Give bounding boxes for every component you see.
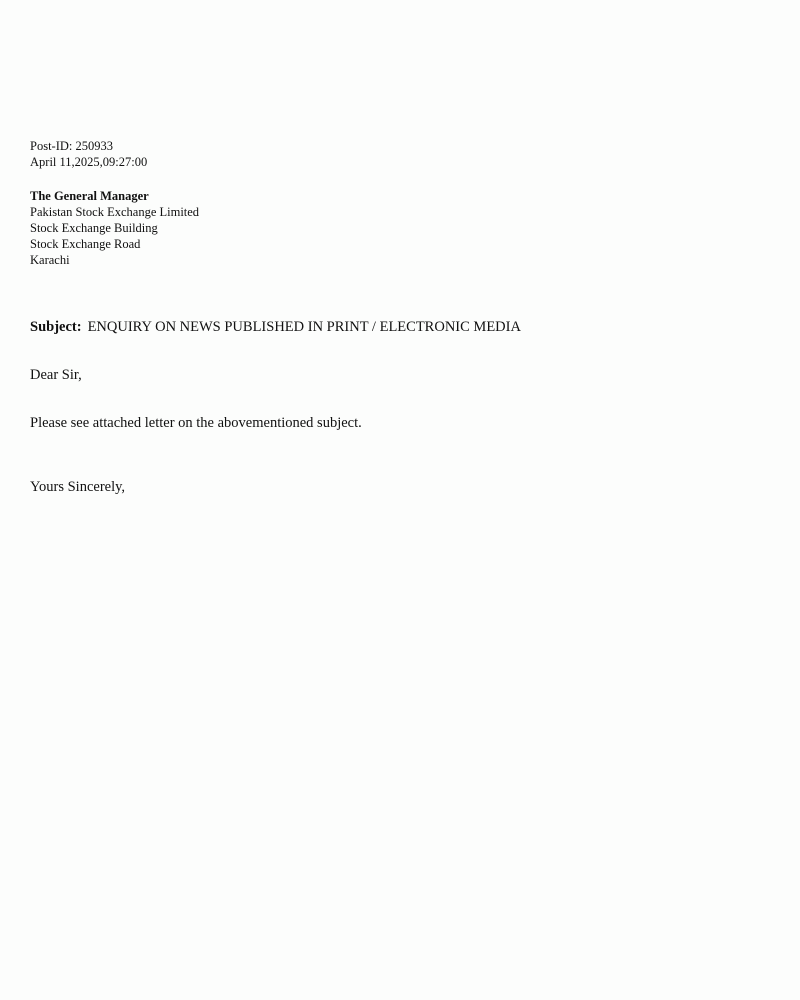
subject-text: ENQUIRY ON NEWS PUBLISHED IN PRINT / ELECTRONIC MEDIA: [87, 319, 521, 335]
subject-label: Subject:: [30, 319, 82, 335]
post-meta: [30, 138, 147, 170]
recipient-title: The General Manager: [30, 189, 149, 203]
address-line-2: Stock Exchange Building: [30, 221, 158, 235]
address-line-3: Stock Exchange Road: [30, 237, 141, 251]
recipient-address: [30, 188, 199, 268]
address-line-4: Karachi: [30, 253, 70, 267]
letter-body: Please see attached letter on the abovementioned subject.: [30, 415, 362, 431]
address-line-1: Pakistan Stock Exchange Limited: [30, 205, 200, 219]
subject-line: [30, 318, 521, 336]
post-id: Post-ID: 250933: [30, 139, 113, 153]
post-datetime: April 11,2025,09:27:00: [30, 155, 148, 169]
salutation: Dear Sir,: [30, 367, 82, 383]
closing: Yours Sincerely,: [30, 479, 126, 495]
